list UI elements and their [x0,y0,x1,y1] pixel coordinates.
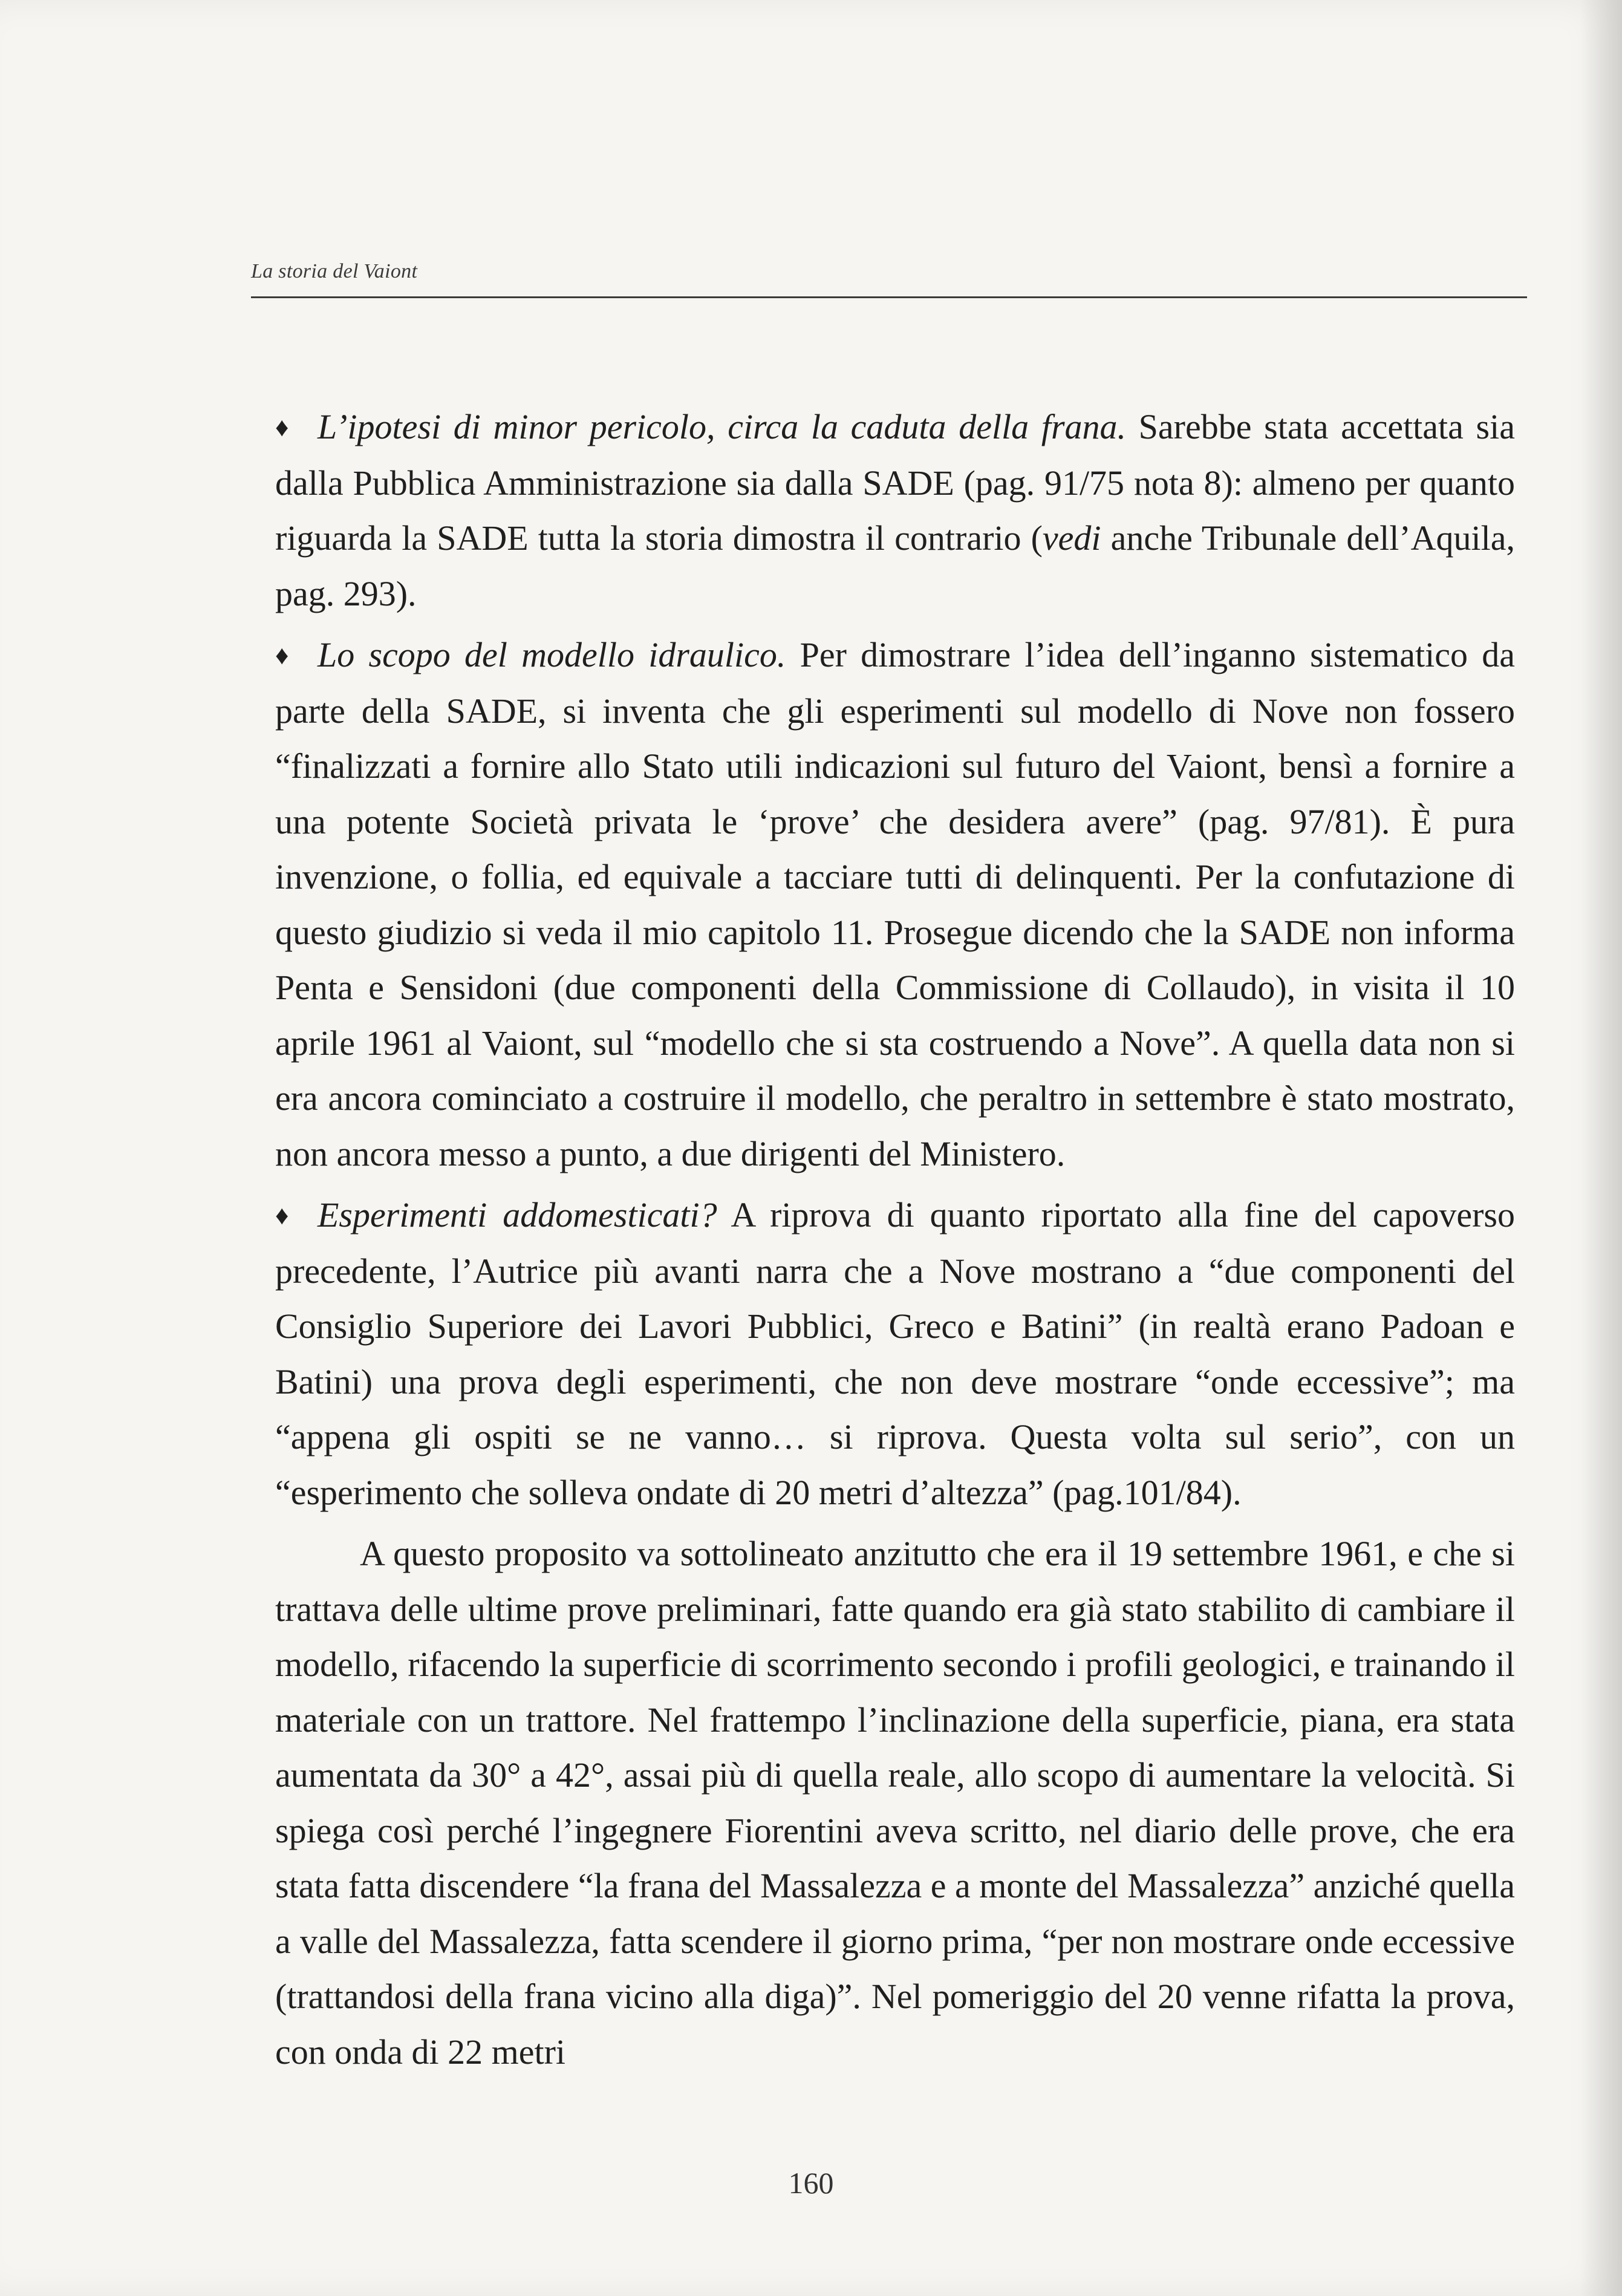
page-body [275,399,1515,2079]
italic-word: vedi [1042,518,1101,558]
body-paragraph: A questo proposito va sottolineato anzitutto che era il 19 settembre 1961, e che si trattava delle ultime prove preliminari, fatte quando era già stato stabilito di cambiare il modello, rifacendo la superficie di scorrimento secondo i profili geologici, e trainando il materiale con un trattore. Nel frattempo l’inclinazione della superficie, piana, era stata aumentata da 30° a 42°, assai più di quella reale, allo scopo di aumentare la velocità. Si spiega così perché l’ingegnere Fiorentini aveva scritto, nel diario delle prove, che era stata fatta discendere “la frana del Massalezza e a monte del Massalezza” anziché quella a valle del Massalezza, fatta scendere il giorno prima, “per non mostrare onde eccessive (trattandosi della frana vicino alla diga)”. Nel pomeriggio del 20 venne rifatta la prova, con onda di 22 metri [275,1534,1515,2072]
bullet-paragraph [275,627,1515,1181]
paragraph-lead: Esperimenti addomesticati? [318,1195,717,1234]
header-rule [251,296,1527,298]
paragraph-lead: L’ipotesi di minor pericolo, circa la caduta della frana. [318,407,1127,446]
diamond-bullet-icon: ♦ [275,1201,289,1230]
page-shadow-edge [1580,0,1622,2296]
paragraph-text: Per dimostrare l’idea dell’inganno sistematico da parte della SADE, si inventa che gli esperimenti sul modello di Nove non fossero “finalizzati a fornire allo Stato utili indicazioni sul futuro del Vaiont, bensì a fornire a una potente Società privata le ‘prove’ che desidera avere” (pag. 97/81). È pura invenzione, o follia, ed equivale a tacciare tutti di delinquenti. Per la confutazione di questo giudizio si veda il mio capitolo 11. Prosegue dicendo che la SADE non informa Penta e Sensidoni (due componenti della Commissione di Collaudo), in visita il 10 aprile 1961 al Vaiont, sul “modello che si sta costruendo a Nove”. A quella data non si era ancora cominciato a costruire il modello, che peraltro in settembre è stato mostrato, non ancora messo a punto, a due dirigenti del Ministero. [275,635,1515,1173]
paragraph-text: anche Tribunale dell’Aquila, pag. 293). [275,518,1515,613]
bullet-paragraph [275,1187,1515,1520]
paragraph-text: Sarebbe stata accettata sia dalla Pubblica Amministrazione sia dalla SADE (pag. 91/75 nota 8): almeno per quanto riguarda la SADE tutta la storia dimostra il contrario ( [275,407,1515,558]
diamond-bullet-icon: ♦ [275,641,289,670]
page-number: 160 [788,2166,834,2200]
running-head: La storia del Vaiont [251,260,418,282]
paragraph-lead: Lo scopo del modello idraulico. [318,635,786,674]
paragraph-text: A riprova di quanto riportato alla fine del capoverso precedente, l’Autrice più avanti narra che a Nove mostrano a “due componenti del Consiglio Superiore dei Lavori Pubblici, Greco e Batini” (in realtà erano Padoan e Batini) una prova degli esperimenti, che non deve mostrare “onde eccessive”; ma “appena gli ospiti se ne vanno… si riprova. Questa volta sul serio”, con un “esperimento che solleva ondate di 20 metri d’altezza” (pag.101/84). [275,1195,1515,1512]
bullet-paragraph [275,399,1515,621]
diamond-bullet-icon: ♦ [275,413,289,442]
